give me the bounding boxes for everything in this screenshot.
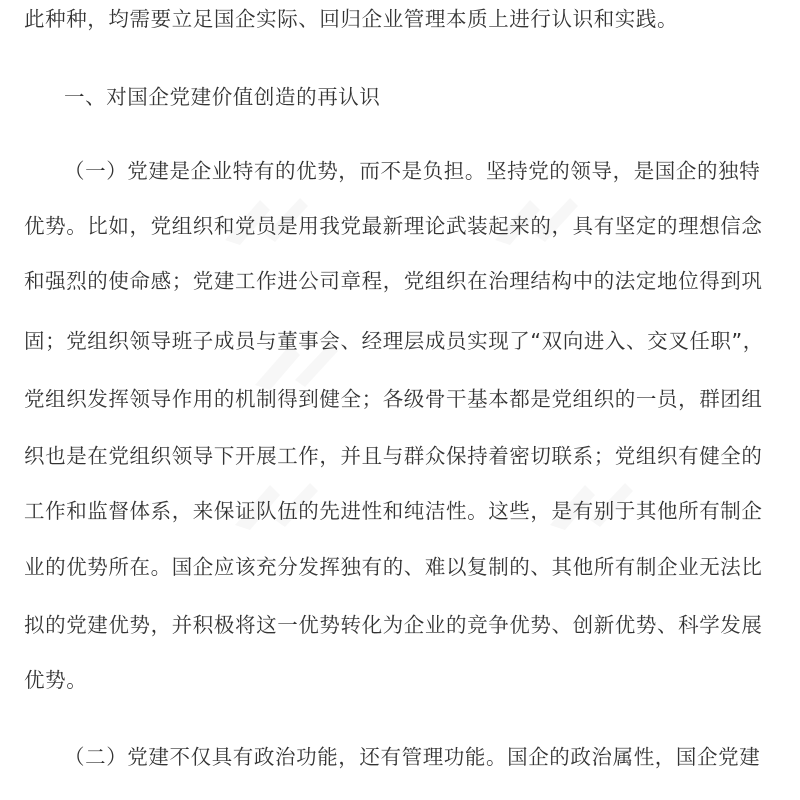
paragraph-line: （二）党建不仅具有政治功能，还有管理功能。国企的政治属性，国企党建 xyxy=(64,745,761,769)
paragraph-line: （一）党建是企业特有的优势，而不是负担。坚持党的领导，是国企的独特 xyxy=(64,159,761,183)
paragraph-line: 党组织发挥领导作用的机制得到健全；各级骨干基本都是党组织的一员，群团组 xyxy=(24,387,763,411)
section-heading: 一、对国企党建价值创造的再认识 xyxy=(64,85,381,109)
paragraph-line: 织也是在党组织领导下开展工作，并且与群众保持着密切联系；党组织有健全的 xyxy=(24,444,763,468)
paragraph-line: 和强烈的使命感；党建工作进公司章程，党组织在治理结构中的法定地位得到巩 xyxy=(24,269,763,293)
paragraph-line: 拟的党建优势，并积极将这一优势转化为企业的竞争优势、创新优势、科学发展 xyxy=(24,613,763,637)
paragraph-line: 优势。 xyxy=(24,668,88,692)
paragraph-line: 固；党组织领导班子成员与董事会、经理层成员实现了“双向进入、交叉任职”， xyxy=(24,329,764,353)
paragraph-line: 业的优势所在。国企应该充分发挥独有的、难以复制的、其他所有制企业无法比 xyxy=(24,555,763,579)
paragraph-line: 工作和监督体系，来保证队伍的先进性和纯洁性。这些，是有别于其他所有制企 xyxy=(24,499,763,523)
paragraph-line: 此种种，均需要立足国企实际、回归企业管理本质上进行认识和实践。 xyxy=(24,7,679,31)
paragraph-line: 优势。比如，党组织和党员是用我党最新理论武装起来的，具有坚定的理想信念 xyxy=(24,214,763,238)
